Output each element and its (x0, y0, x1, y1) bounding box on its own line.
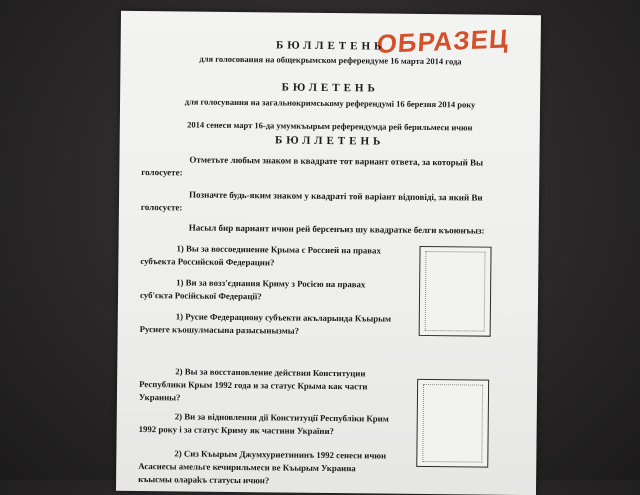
ballot-paper (116, 11, 541, 495)
option2-checkbox-inner (422, 384, 483, 463)
sample-stamp: ОБРАЗЕЦ (375, 23, 511, 59)
instruction-crh: Насыл бир вариант ичюн рей берсенъиз шу квадратке белги къоюнъыз: (188, 222, 485, 236)
option1-text-ua: 1) Ви за возз'єднання Криму з Росією на правах суб'єкта Російської Федерації? (139, 277, 366, 302)
ballot-subtitle-ru: для голосования на общекрымском референдуме 16 марта 2014 года (199, 53, 462, 67)
option1-checkbox[interactable] (419, 246, 492, 337)
ballot-subtitle-ua: для голосування на загальнокримському референдумі 16 березня 2014 року (184, 96, 476, 110)
option1-text-crh: 1) Русие Федерациону субъекти акъларында Къырым Русиеге къошулмасына разысынызмы? (139, 311, 392, 336)
ballot-title-ua: БЮЛЕТЕНЬ (281, 81, 379, 95)
instruction-ua: Позначте будь-яким знаком у квадраті той варіант відповіді, за який Ви голосуєте: (140, 189, 483, 213)
option2-checkbox[interactable] (416, 379, 489, 468)
ballot-subtitle-crh: 2014 сенеси март 16-да умумкъырым референдумда рей берильмеси ичюн (187, 119, 473, 133)
option1-checkbox-inner (425, 251, 486, 332)
ballot-title-ru: БЮЛЛЕТЕНЬ (275, 39, 386, 53)
option2-text-crh: 2) Сиз Къырым Джумхуриетининъ 1992 сенеси ичюн Асасиесы амельге кечирильмеси ве Къырым Украина къысмы олараkъ статусы ичюн? (138, 448, 387, 486)
ballot-title-crh: БЮЛЛЕТЕНЬ (274, 134, 385, 148)
instruction-ru: Отметьте любым знаком в квадрате тот вариант ответа, за который Вы голосуете: (141, 154, 484, 178)
option2-text-ru: 2) Вы за восстановление действия Конституции Республики Крым 1992 года и за статус Крыма как части Украины? (138, 366, 368, 403)
option1-text-ru: 1) Вы за воссоединение Крыма с Россией на правах субъекта Российской Федерации? (140, 243, 381, 268)
option2-text-ua: 2) Ви за відновлення дії Конституції Республіки Крим 1992 року і за статус Криму як частини України? (138, 411, 389, 437)
